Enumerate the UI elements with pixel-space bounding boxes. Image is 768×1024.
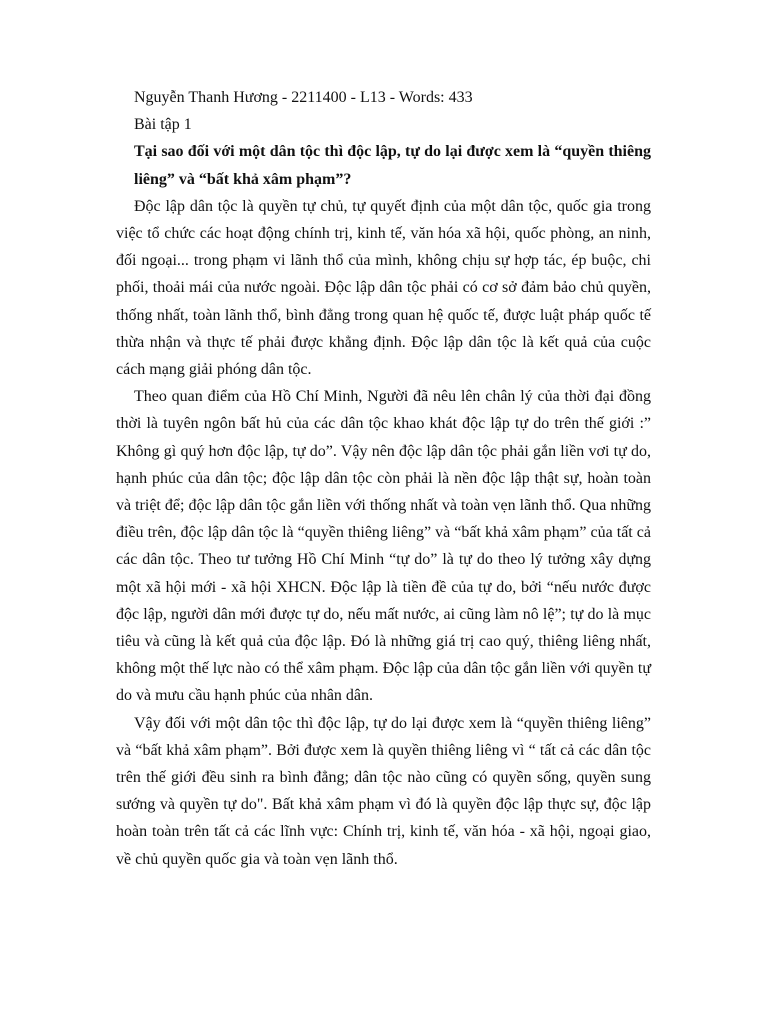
- author-info-line: Nguyễn Thanh Hương - 2211400 - L13 - Words: 433: [134, 89, 473, 106]
- exercise-label: Bài tập 1: [134, 116, 192, 134]
- question-heading: Tại sao đối với một dân tộc thì độc lập, tự do lại được xem là “quyền thiêng liêng” và “bất khả xâm phạm”?: [134, 143, 651, 188]
- paragraph-2: Theo quan điểm của Hồ Chí Minh, Người đã nêu lên chân lý của thời đại đồng thời là tuyên ngôn bất hủ của các dân tộc khao khát độc lập tự do trên thế giới :” Không gì quý hơn độc lập, tự do”. Vậy nên độc lập dân tộc phải gắn liền vơi tự do, hạnh phúc của dân tộc; độc lập dân tộc còn phải là nền độc lập thật sự, hoàn toàn và triệt để; độc lập dân tộc gắn liền với thống nhất và toàn vẹn lãnh thổ. Qua những điều trên, độc lập dân tộc là “quyền thiêng liêng” và “bất khả xâm phạm” của tất cả các dân tộc. Theo tư tưởng Hồ Chí Minh “tự do” là tự do theo lý tưởng xây dựng một xã hội mới - xã hội XHCN. Độc lập là tiền đề của tự do, bởi “nếu nước được độc lập, người dân mới được tự do, nếu mất nước, ai cũng làm nô lệ”; tự do là mục tiêu và cũng là kết quả của độc lập. Đó là những giá trị cao quý, thiêng liêng nhất, không một thế lực nào có thể xâm phạm. Độc lập của dân tộc gắn liền với quyền tự do và mưu cầu hạnh phúc của nhân dân.: [116, 388, 651, 705]
- paragraph-1: Độc lập dân tộc là quyền tự chủ, tự quyết định của một dân tộc, quốc gia trong việc tổ chức các hoạt động chính trị, kinh tế, văn hóa xã hội, quốc phòng, an ninh, đối ngoại... trong phạm vi lãnh thổ của mình, không chịu sự hợp tác, ép buộc, chi phối, thoải mái của nước ngoài. Độc lập dân tộc phải có cơ sở đảm bảo chủ quyền, thống nhất, toàn lãnh thổ, bình đẳng trong quan hệ quốc tế, được luật pháp quốc tế thừa nhận và thực tế phải được khẳng định. Độc lập dân tộc là kết quả của cuộc cách mạng giải phóng dân tộc.: [116, 197, 651, 379]
- paragraph-3: Vậy đối với một dân tộc thì độc lập, tự do lại được xem là “quyền thiêng liêng” và “bất khả xâm phạm”. Bởi được xem là quyền thiêng liêng vì “ tất cả các dân tộc trên thế giới đều sinh ra bình đẳng; dân tộc nào cũng có quyền sống, quyền sung sướng và quyền tự do". Bất khả xâm phạm vì đó là quyền độc lập thực sự, độc lập hoàn toàn trên tất cả các lĩnh vực: Chính trị, kinh tế, văn hóa - xã hội, ngoại giao, về chủ quyền quốc gia và toàn vẹn lãnh thổ.: [116, 714, 651, 868]
- document-page: [116, 84, 651, 873]
